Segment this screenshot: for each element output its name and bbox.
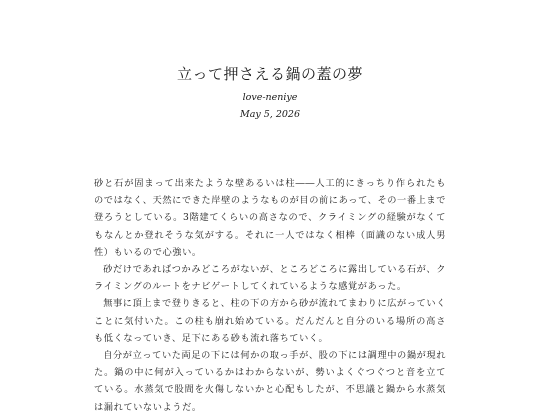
document-author: love-neniye xyxy=(242,92,298,103)
paragraph: 砂と石が固まって出来たような壁あるいは柱――人工的にきっちり作られたものではなく、天然にできた岸壁のようなものが目の前にあって、その一番上まで登ろうとしている。3階建てくらいの高さなので、クライミングの経験がなくてもなんとか登れそうな気がする。それに一人ではなく相棒（面識のない成人男性）もいるので心強い。 xyxy=(94,178,446,258)
paragraph: 自分が立っていた両足の下には何かの取っ手が、股の下には調理中の鍋が現れた。鍋の中に何が入っているかはわからないが、勢いよくぐつぐつと音を立てている。水蒸気で股間を火傷しないかと心配もしたが、不思議と鍋から水蒸気は漏れていないようだ。 xyxy=(94,350,446,413)
paragraph: 無事に頂上まで登りきると、柱の下の方から砂が流れてまわりに広がっていくことに気付いた。この柱も崩れ始めている。だんだんと自分のいる場所の高さも低くなっていき、足下にある砂も流れ落ちていく。 xyxy=(94,298,446,344)
paragraph: 砂だけであればつかみどころがないが、ところどころに露出している石が、クライミングのルートをナビゲートしてくれているような感覚があった。 xyxy=(94,264,446,293)
document-date: May 5, 2026 xyxy=(239,109,301,120)
document-title: 立って押さえる鍋の蓋の夢 xyxy=(176,65,363,83)
document-body xyxy=(94,175,446,416)
